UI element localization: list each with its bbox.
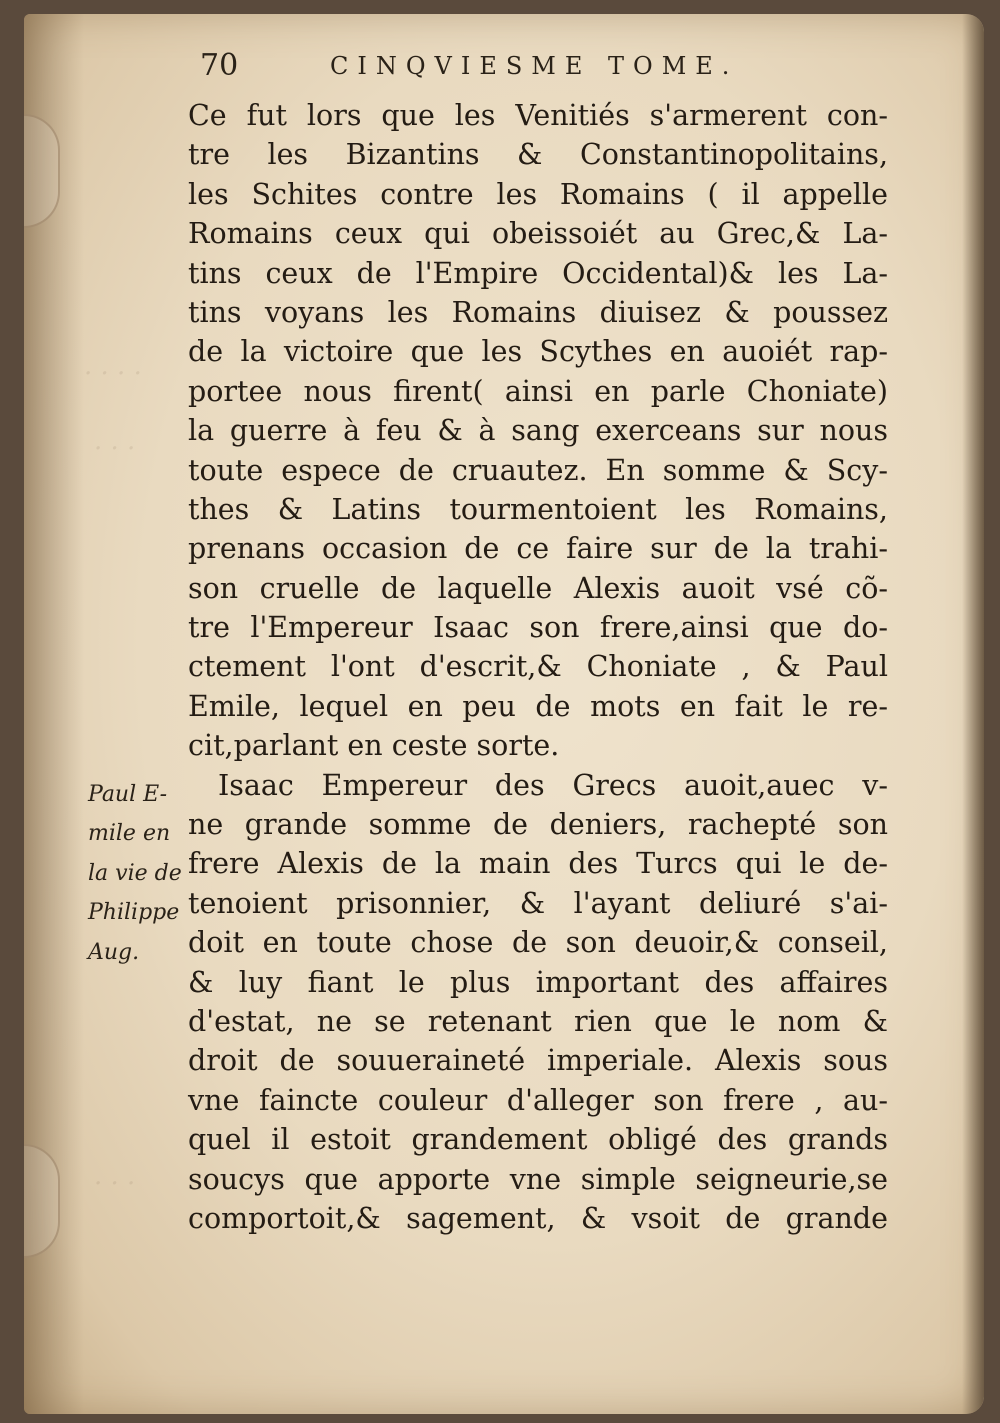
marginal-note xyxy=(88,775,208,972)
marginal-note-line: Philippe xyxy=(88,900,180,926)
text-line: la guerre à feu & à sang exerceans sur nous xyxy=(188,414,888,448)
text-line: quel il estoit grandement obligé des grands xyxy=(188,1123,888,1157)
marginal-note-line: mile en xyxy=(88,821,171,847)
text-line: prenans occasion de ce faire sur de la trahi- xyxy=(188,532,888,566)
text-line: thes & Latins tourmentoient les Romains, xyxy=(188,492,888,526)
text-line: tre l'Empereur Isaac son frere,ainsi que do- xyxy=(188,611,888,645)
text-line: Romains ceux qui obeissoiét au Grec,& La- xyxy=(188,217,888,251)
running-head: CINQVIESME TOME. xyxy=(330,52,739,80)
text-line: tenoient prisonnier, & l'ayant deliuré s'ai- xyxy=(188,886,888,920)
text-line: cit,parlant en ceste sorte. xyxy=(188,729,560,763)
text-line: son cruelle de laquelle Alexis auoit vsé cõ- xyxy=(188,571,888,605)
clip-mark-bottom xyxy=(24,1144,60,1258)
page-number: 70 xyxy=(200,48,239,83)
text-line: tins voyans les Romains diuisez & poussez xyxy=(188,295,888,329)
text-line: & luy fiant le plus important des affaires xyxy=(188,965,888,999)
text-line: tre les Bizantins & Constantinopolitains, xyxy=(188,138,888,172)
text-line: toute espece de cruautez. En somme & Scy- xyxy=(188,453,888,487)
text-line: Ce fut lors que les Venitiés s'armerent con- xyxy=(188,99,888,132)
marginal-note-line: Paul E- xyxy=(88,782,168,807)
text-line: ctement l'ont d'escrit,& Choniate , & Paul xyxy=(188,650,888,684)
page-header xyxy=(200,48,800,90)
text-line: de la victoire que les Scythes en auoiét rap- xyxy=(188,335,888,369)
text-line: doit en toute chose de son deuoir,& conseil, xyxy=(188,926,888,960)
text-line: tins ceux de l'Empire Occidental)& les La- xyxy=(188,256,888,290)
text-line: les Schites contre les Romains ( il appelle xyxy=(188,177,888,211)
text-line: vne faincte couleur d'alleger son frere , au- xyxy=(188,1083,888,1117)
text-line: droit de souueraineté imperiale. Alexis sous xyxy=(188,1044,888,1078)
text-line: comportoit,& sagement, & vsoit de grande xyxy=(188,1201,888,1235)
clip-mark-top xyxy=(24,114,60,228)
text-line: Emile, lequel en peu de mots en fait le re- xyxy=(188,689,888,723)
page-edge-shadow xyxy=(962,14,984,1414)
text-line: soucys que apporte vne simple seigneurie,se xyxy=(188,1162,888,1196)
marginal-note-line: la vie de xyxy=(88,860,182,886)
text-line: frere Alexis de la main des Turcs qui le de- xyxy=(188,847,888,881)
body-text xyxy=(188,96,888,1238)
text-line: Isaac Empereur des Grecs auoit,auec v- xyxy=(218,768,888,802)
bleed-through-text: · · · · xyxy=(84,359,142,389)
text-line: ne grande somme de deniers, rachepté son xyxy=(188,808,888,842)
text-line: d'estat, ne se retenant rien que le nom & xyxy=(188,1004,888,1038)
bleed-through-text: · · · xyxy=(94,434,136,464)
marginal-note-line: Aug. xyxy=(88,939,140,965)
text-line: portee nous firent( ainsi en parle Choniate) xyxy=(188,374,888,408)
bleed-through-text: · · · xyxy=(94,1169,136,1199)
